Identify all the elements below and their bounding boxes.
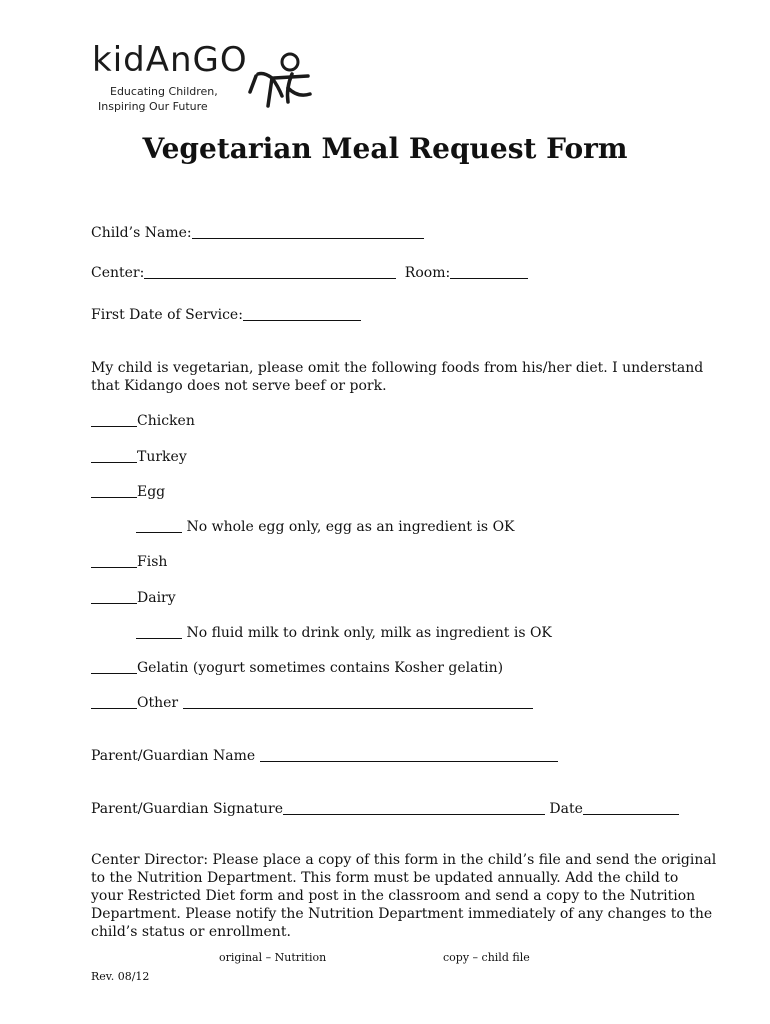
intro-paragraph	[91, 359, 703, 395]
egg-blank[interactable]	[91, 483, 137, 498]
chicken-blank[interactable]	[91, 412, 137, 427]
gelatin-blank[interactable]	[91, 659, 137, 674]
food-item-chicken	[91, 412, 195, 429]
intro-line: My child is vegetarian, please omit the following foods from his/her diet. I understand	[91, 360, 704, 376]
egg-note-label: No whole egg only, egg as an ingredient is OK	[182, 519, 515, 535]
dairy-label: Dairy	[137, 590, 176, 606]
room-blank[interactable]	[450, 264, 528, 279]
brand-logo-text: kidAnGO	[92, 40, 248, 80]
egg-note-blank[interactable]	[136, 518, 182, 533]
food-item-fish	[91, 553, 167, 570]
food-item-turkey	[91, 448, 187, 465]
child-name-label: Child’s Name:	[91, 225, 192, 241]
tagline-line-1: Educating Children,	[110, 85, 218, 98]
room-label: Room:	[404, 265, 451, 281]
fish-label: Fish	[137, 554, 168, 570]
dairy-note-blank[interactable]	[136, 624, 182, 639]
parent-signature-label: Parent/Guardian Signature	[91, 801, 283, 817]
parent-name-row	[91, 747, 558, 764]
center-row	[91, 264, 528, 281]
first-date-row	[91, 306, 361, 323]
director-note-line: child’s status or enrollment.	[91, 924, 291, 940]
food-item-dairy-note	[136, 624, 552, 641]
food-item-egg-note	[136, 518, 515, 535]
food-item-dairy	[91, 589, 176, 606]
logo-figures-icon	[238, 52, 318, 114]
date-label: Date	[544, 801, 583, 817]
director-note	[91, 851, 716, 941]
turkey-label: Turkey	[137, 449, 187, 465]
fish-blank[interactable]	[91, 553, 137, 568]
parent-name-label: Parent/Guardian Name	[91, 748, 260, 764]
director-note-line: Department. Please notify the Nutrition Department immediately of any changes to the	[91, 906, 713, 922]
food-item-gelatin	[91, 659, 503, 676]
other-specify-blank[interactable]	[183, 694, 533, 709]
chicken-label: Chicken	[137, 413, 195, 429]
food-item-egg	[91, 483, 165, 500]
turkey-blank[interactable]	[91, 448, 137, 463]
footer-original: original – Nutrition	[219, 951, 327, 964]
director-note-line: to the Nutrition Department. This form must be updated annually. Add the child to	[91, 870, 679, 886]
dairy-blank[interactable]	[91, 589, 137, 604]
center-blank[interactable]	[144, 264, 396, 279]
tagline-line-2: Inspiring Our Future	[98, 100, 208, 113]
footer-copy: copy – child file	[443, 951, 530, 964]
page-title: Vegetarian Meal Request Form	[142, 132, 628, 165]
center-label: Center:	[91, 265, 145, 281]
parent-name-blank[interactable]	[260, 747, 558, 762]
first-date-blank[interactable]	[243, 306, 361, 321]
other-blank[interactable]	[91, 694, 137, 709]
dairy-note-label: No fluid milk to drink only, milk as ingredient is OK	[182, 625, 552, 641]
revision-label: Rev. 08/12	[91, 970, 150, 983]
other-label: Other	[137, 695, 183, 711]
date-blank[interactable]	[583, 800, 679, 815]
director-note-line: Center Director: Please place a copy of this form in the child’s file and send the original	[91, 852, 717, 868]
parent-signature-blank[interactable]	[283, 800, 545, 815]
food-item-other	[91, 694, 533, 711]
parent-signature-row	[91, 800, 679, 817]
child-name-row	[91, 224, 424, 241]
gelatin-label: Gelatin (yogurt sometimes contains Kosher gelatin)	[137, 660, 504, 676]
director-note-line: your Restricted Diet form and post in the classroom and send a copy to the Nutrition	[91, 888, 696, 904]
egg-label: Egg	[137, 484, 166, 500]
intro-line: that Kidango does not serve beef or pork.	[91, 378, 387, 394]
first-date-label: First Date of Service:	[91, 307, 243, 323]
child-name-blank[interactable]	[192, 224, 424, 239]
